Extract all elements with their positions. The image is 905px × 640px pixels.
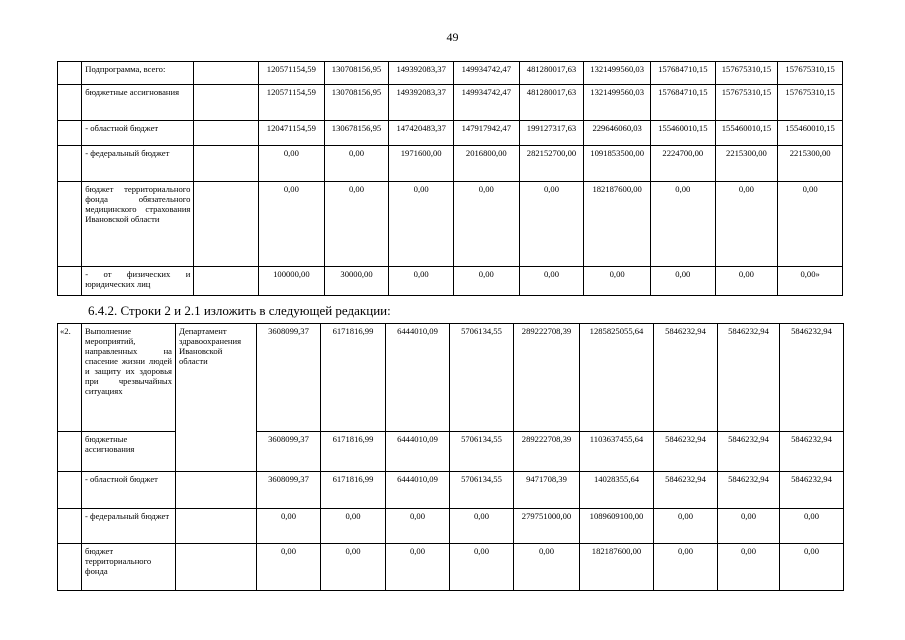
value-cell: 5846232,94 [780,432,844,472]
value-cell: 0,00 [778,182,843,267]
empty-number-cell [58,472,82,509]
value-cell: 130678156,95 [324,121,389,146]
page-number: 49 [446,30,459,44]
empty-number-cell [58,509,82,544]
value-cell: 0,00 [650,182,715,267]
table-row [58,472,844,509]
value-cell: 0,00 [454,182,520,267]
value-cell: 149934742,47 [454,85,520,121]
empty-number-cell [58,267,82,296]
value-cell: 2224700,00 [650,146,715,182]
value-cell: 0,00 [450,544,514,591]
empty-number-cell [58,121,82,146]
value-cell: 0,00 [321,509,386,544]
value-cell: 6171816,99 [321,432,386,472]
value-cell: 5846232,94 [718,432,780,472]
empty-executor-cell [194,62,259,85]
value-cell: 481280017,63 [519,62,584,85]
value-cell: 157675310,15 [715,62,778,85]
value-cell: 100000,00 [259,267,325,296]
row-label: - федеральный бюджет [82,509,176,544]
empty-number-cell [58,146,82,182]
row-label: бюджет территориального фонда [82,544,176,591]
value-cell: 3608099,37 [257,472,321,509]
value-cell: 182187600,00 [580,544,654,591]
value-cell: 0,00 [389,267,454,296]
empty-executor-cell [194,267,259,296]
value-cell: 0,00 [718,509,780,544]
value-cell: 9471708,39 [514,472,580,509]
value-cell: 0,00 [650,267,715,296]
value-cell: 130708156,95 [324,85,389,121]
value-cell: 5846232,94 [780,324,844,432]
table-row [58,432,844,472]
value-cell: 0,00 [389,182,454,267]
value-cell: 3608099,37 [257,432,321,472]
value-cell: 0,00 [780,544,844,591]
value-cell: 0,00 [718,544,780,591]
value-cell: 229646060,03 [584,121,651,146]
value-cell: 481280017,63 [519,85,584,121]
value-cell: 6444010,09 [386,324,450,432]
value-cell: 3608099,37 [257,324,321,432]
row-label: бюджет территориального фонда обязательного медицинского страхования Ивановской области [82,182,194,267]
value-cell: 0,00 [654,544,718,591]
value-cell: 2215300,00 [715,146,778,182]
value-cell: 0,00 [259,182,325,267]
empty-executor-cell [176,544,257,591]
value-cell: 130708156,95 [324,62,389,85]
value-cell: 1103637455,64 [580,432,654,472]
value-cell: 155460010,15 [778,121,843,146]
value-cell: 149392083,37 [389,85,454,121]
value-cell: 0,00 [514,544,580,591]
empty-executor-cell [194,146,259,182]
value-cell: 6444010,09 [386,432,450,472]
value-cell: 1089609100,00 [580,509,654,544]
value-cell: 282152700,00 [519,146,584,182]
row-label: бюджетные ассигнования [82,85,194,121]
value-cell: 155460010,15 [650,121,715,146]
value-cell: 120571154,59 [259,62,325,85]
table-row [58,62,843,85]
value-cell: 1091853500,00 [584,146,651,182]
empty-executor-cell [194,182,259,267]
value-cell: 0,00 [519,267,584,296]
value-cell: 1285825055,64 [580,324,654,432]
empty-number-cell [58,85,82,121]
row-label: - областной бюджет [82,472,176,509]
row-label: Подпрограмма, всего: [82,62,194,85]
value-cell: 1321499560,03 [584,62,651,85]
value-cell: 157675310,15 [778,85,843,121]
value-cell: 0,00 [386,509,450,544]
value-cell: 6171816,99 [321,472,386,509]
section-heading: 6.4.2. Строки 2 и 2.1 изложить в следующей редакции: [88,303,391,318]
value-cell: 120571154,59 [259,85,325,121]
value-cell: 5846232,94 [654,472,718,509]
value-cell: 0,00 [257,544,321,591]
value-cell: 279751000,00 [514,509,580,544]
value-cell: 2215300,00 [778,146,843,182]
table-row [58,146,843,182]
value-cell: 147917942,47 [454,121,520,146]
value-cell: 0,00 [654,509,718,544]
value-cell: 5846232,94 [718,324,780,432]
value-cell: 0,00» [778,267,843,296]
value-cell: 5846232,94 [654,324,718,432]
value-cell: 149392083,37 [389,62,454,85]
subprogram-finance-table [57,61,843,296]
value-cell: 0,00 [715,267,778,296]
row-label: - областной бюджет [82,121,194,146]
value-cell: 30000,00 [324,267,389,296]
value-cell: 289222708,39 [514,432,580,472]
table-row [58,324,844,432]
value-cell: 157675310,15 [715,85,778,121]
table-row [58,85,843,121]
value-cell: 0,00 [780,509,844,544]
value-cell: 0,00 [519,182,584,267]
value-cell: 199127317,63 [519,121,584,146]
table-row [58,121,843,146]
value-cell: 157684710,15 [650,62,715,85]
value-cell: 155460010,15 [715,121,778,146]
empty-executor-cell [176,472,257,509]
value-cell: 289222708,39 [514,324,580,432]
value-cell: 0,00 [324,146,389,182]
table-row [58,182,843,267]
value-cell: 0,00 [321,544,386,591]
empty-number-cell [58,182,82,267]
value-cell: 5706134,55 [450,432,514,472]
empty-executor-cell [176,432,257,472]
executor-cell: Департамент здравоохранения Ивановской области [176,324,257,432]
value-cell: 0,00 [257,509,321,544]
value-cell: 149934742,47 [454,62,520,85]
activity-title: Выполнение мероприятий, направленных на спасение жизни людей и защиту их здоровья при чрезвычайных ситуациях [82,324,176,432]
row-label: - федеральный бюджет [82,146,194,182]
value-cell: 147420483,37 [389,121,454,146]
value-cell: 0,00 [386,544,450,591]
value-cell: 5846232,94 [718,472,780,509]
value-cell: 0,00 [715,182,778,267]
value-cell: 5706134,55 [450,324,514,432]
value-cell: 1321499560,03 [584,85,651,121]
empty-executor-cell [194,121,259,146]
value-cell: 157675310,15 [778,62,843,85]
value-cell: 5846232,94 [654,432,718,472]
row-label: - от физических и юридических лиц [82,267,194,296]
value-cell: 0,00 [324,182,389,267]
value-cell: 6171816,99 [321,324,386,432]
value-cell: 182187600,00 [584,182,651,267]
empty-executor-cell [194,85,259,121]
row-number: «2. [58,324,82,432]
empty-number-cell [58,432,82,472]
table-row [58,509,844,544]
value-cell: 1971600,00 [389,146,454,182]
value-cell: 2016800,00 [454,146,520,182]
empty-executor-cell [176,509,257,544]
value-cell: 0,00 [450,509,514,544]
table-row [58,267,843,296]
value-cell: 157684710,15 [650,85,715,121]
table-row [58,544,844,591]
value-cell: 0,00 [584,267,651,296]
empty-number-cell [58,544,82,591]
value-cell: 6444010,09 [386,472,450,509]
value-cell: 0,00 [454,267,520,296]
emergency-finance-table [57,323,844,591]
value-cell: 14028355,64 [580,472,654,509]
empty-number-cell [58,62,82,85]
value-cell: 5846232,94 [780,472,844,509]
value-cell: 5706134,55 [450,472,514,509]
row-label: бюджетные ассигнования [82,432,176,472]
value-cell: 120471154,59 [259,121,325,146]
value-cell: 0,00 [259,146,325,182]
